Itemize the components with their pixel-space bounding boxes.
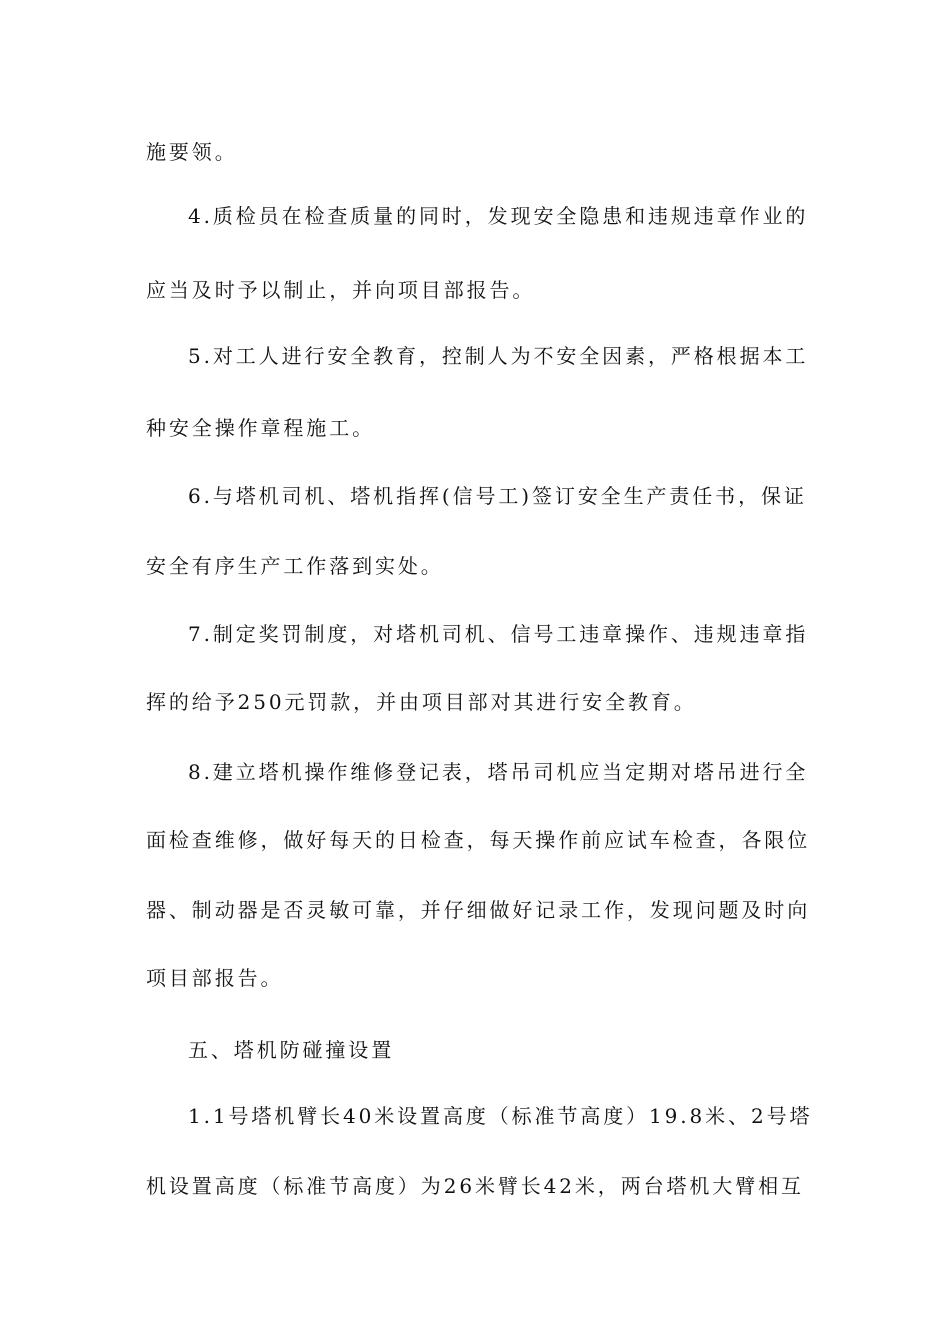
text-line: 种安全操作章程施工。 [146,416,375,440]
paragraph-4-start: 4.质检员在检查质量的同时，发现安全隐患和违规违章作业的 [188,204,809,228]
text-line: 应当及时予以制止，并向项目部报告。 [146,278,536,302]
paragraph-1-start: 1.1号塔机臂长40米设置高度（标准节高度）19.8米、2号塔 [188,1104,813,1128]
text-line: 安全有序生产工作落到实处。 [146,554,444,578]
paragraph-8-start: 8.建立塔机操作维修登记表，塔吊司机应当定期对塔吊进行全 [188,760,809,784]
text-line: 机设置高度（标准节高度）为26米臂长42米，两台塔机大臂相互 [146,1174,804,1198]
paragraph-6-start: 6.与塔机司机、塔机指挥(信号工)签订安全生产责任书，保证 [188,484,807,508]
text-line: 挥的给予250元罚款，并由项目部对其进行安全教育。 [146,690,697,714]
text-line: 施要领。 [146,140,238,164]
text-line: 器、制动器是否灵敏可靠，并仔细做好记录工作，发现问题及时向 [146,898,811,922]
paragraph-7-start: 7.制定奖罚制度，对塔机司机、信号工违章操作、违规违章指 [188,622,809,646]
section-heading: 五、塔机防碰撞设置 [188,1038,395,1062]
text-line: 项目部报告。 [146,966,284,990]
paragraph-5-start: 5.对工人进行安全教育，控制人为不安全因素，严格根据本工 [188,344,809,368]
text-line: 面检查维修，做好每天的日检查，每天操作前应试车检查，各限位 [146,828,811,852]
